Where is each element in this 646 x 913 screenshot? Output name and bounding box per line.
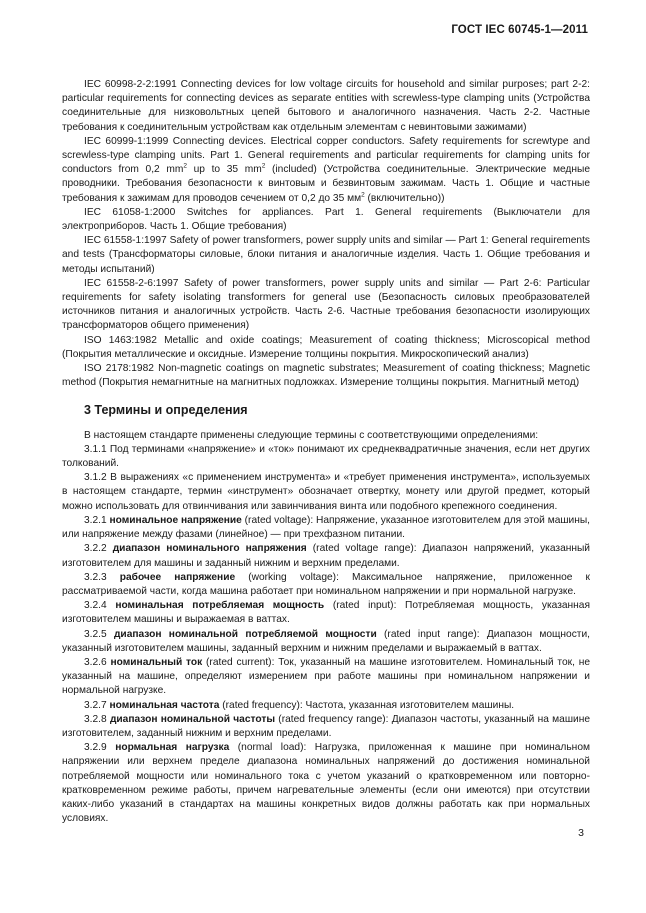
reference-iec-61058: IEC 61058-1:2000 Switches for appliances. Part 1. General requirements (Выключатели для электроприборов. Часть 1. Общие требования) <box>62 206 590 233</box>
section-title: 3 Термины и определения <box>84 403 248 418</box>
term-3-2-9: 3.2.9 нормальная нагрузка (normal load): Нагрузка, приложенная к машине при номинальном напряжении или верхнем пределе диапазона номинальных напряжений до достижения номинальной потребляемой мощности или номинального тока с учетом указаний о кратковременном или повторно-кратковременном режиме работы, причем нагревательные элементы (если они имеются) при отсутствии каких-либо указаний в стандартах на машины конкретных видов должны работать как при нормальных условиях. <box>62 742 590 825</box>
term-3-2-5: 3.2.5 диапазон номинальной потребляемой мощности (rated input range): Диапазон мощности, указанный изготовителем машины, заданный верхним и нижним пределами и выражаемый в ваттах. <box>62 628 590 654</box>
term-3-2-1: 3.2.1 номинальное напряжение (rated voltage): Напряжение, указанное изготовителем для этой машины, или напряжение между фазами (линейное) — при трехфазном питании. <box>62 514 591 541</box>
term-3-2-4: 3.2.4 номинальная потребляемая мощность (rated input): Потребляемая мощность, указанная изготовителем машины и выражаемая в ваттах. <box>62 600 590 626</box>
term-3-2-2: 3.2.2 диапазон номинального напряжения (rated voltage range): Диапазон напряжений, указанный изготовителем для машины и заданный нижним и верхним пределами. <box>62 543 590 569</box>
reference-iec-61558-1: IEC 61558-1:1997 Safety of power transformers, power supply units and similar — Part 1: General requirements and tests (Трансформаторы силовые, блоки питания и аналогичные изделия. Часть 1. Общие требования и методы испытаний) <box>62 235 590 275</box>
reference-iso-1463: ISO 1463:1982 Metallic and oxide coatings; Measurement of coating thickness; Microscopical method (Покрытия металлические и оксидные. Измерение толщины покрытия. Микроскопический анализ) <box>62 334 590 360</box>
term-3-2-7: 3.2.7 номинальная частота (rated frequency): Частота, указанная изготовителем машины. <box>84 699 515 711</box>
clause-3-1-2: 3.1.2 В выражениях «с применением инструмента» и «требует применения инструмента», используемых в настоящем стандарте, термин «инструмент» обозначает отвертку, монету или другой предмет, который можно использовать для отвинчивания или завинчивания винта или подобного крепежного соединения. <box>62 472 590 512</box>
page-number: 3 <box>578 827 584 839</box>
term-3-2-3: 3.2.3 рабочее напряжение (working voltage): Максимальное напряжение, приложенное к рассматриваемой части, когда машина работает при номинальном напряжении и при нормальной нагрузке. <box>62 571 590 597</box>
reference-iec-60998: IEC 60998-2-2:1991 Connecting devices for low voltage circuits for household and similar purposes; part 2-2: particular requirements for connecting devices as separate entities with screwless-type clamping units (Устройства соединительные для низковольтных цепей бытового и аналогичного назначения. Часть 2-2. Частные требования к соединительным устройствам как отдельным элементам с невинтовыми зажимами) <box>62 79 590 133</box>
reference-iec-60999: IEC 60999-1:1999 Connecting devices. Electrical copper conductors. Safety requirements for screwtype and screwless-type clamping units. Part 1. General requirements and particular requirements for clamping units for conductors from 0,2 $mm^2$ up to 35 $mm^2$ (included) (Устройства соединительные. Электрические медные проводники. Требования безопасности к винтовым и безвинтовым зажимам. Часть 1. Общие и частные требования к зажимам для проводов сечением от 0,2 до 35 $мм^2$ (включительно)) <box>62 135 590 204</box>
document-id-header: ГОСТ IEC 60745-1—2011 <box>451 24 588 36</box>
term-3-2-6: 3.2.6 номинальный ток (rated current): Ток, указанный на машине изготовителем. Номинальный ток, не указанный на машине, определяют измерением при работе машины при номинальном напряжении и нормальной нагрузке. <box>62 656 591 697</box>
page-body <box>62 78 590 826</box>
term-3-2-8: 3.2.8 диапазон номинальной частоты (rated frequency range): Диапазон частоты, указанный на машине изготовителем, заданный нижним и верхним пределами. <box>62 713 590 739</box>
reference-iso-2178: ISO 2178:1982 Non-magnetic coatings on magnetic substrates; Measurement of coating thickness; Magnetic method (Покрытия немагнитные на магнитных подложках. Измерение толщины покрытия. Магнитный метод) <box>62 363 590 389</box>
reference-iec-61558-2-6: IEC 61558-2-6:1997 Safety of power transformers, power supply units and similar — Part 2-6: Particular requirements for safety isolating transformers for general use (Безопасность силовых преобразователей источников питания и аналогичных устройств. Часть 2-6. Частные требования безопасности изолирующих трансформаторов общего применения) <box>62 277 590 332</box>
section-intro: В настоящем стандарте применены следующие термины с соответствующими определениями: <box>84 429 539 441</box>
clause-3-1-1: 3.1.1 Под терминами «напряжение» и «ток» понимают их среднеквадратичные значения, если нет других толкований. <box>62 443 590 470</box>
